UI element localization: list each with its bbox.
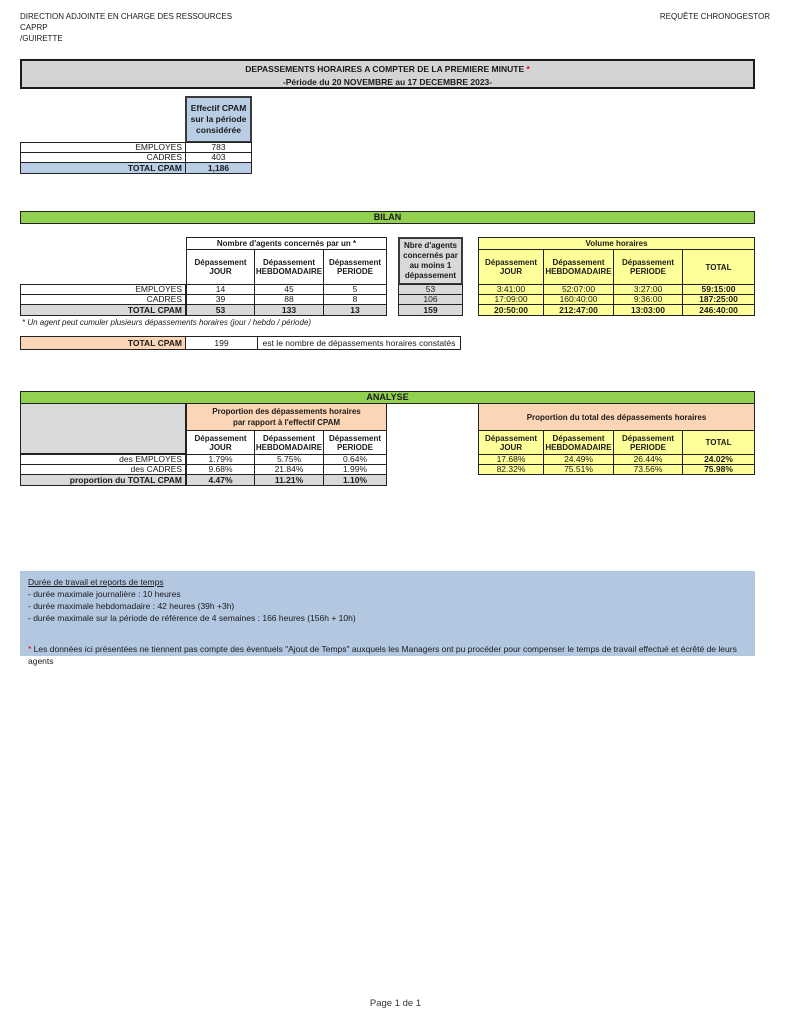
bilan-section-bar: BILAN [20, 211, 755, 224]
total-depassements-label: TOTAL CPAM [20, 336, 186, 350]
total-depassements-text: est le nombre de dépassements horaires constatés [257, 336, 461, 350]
analyse-left-cell: 21.84% [254, 464, 324, 475]
analyse-left-cell: 0.64% [323, 454, 387, 465]
analyse-left-header-line2: par rapport à l'effectif CPAM [232, 418, 341, 427]
effectif-header-cell: Effectif CPAM sur la période considérée [185, 96, 252, 143]
bilan-agents-cell: 5 [323, 284, 387, 295]
bilan-agents-total-cell: 133 [254, 304, 324, 316]
agents-col-jour: Dépassement JOUR [186, 249, 255, 285]
bilan-agents-cell: 45 [254, 284, 324, 295]
agents-col-hebdo: Dépassement HEBDOMADAIRE [254, 249, 324, 285]
warning-text: Les données ici présentées ne tiennent pas compte des éventuels "Ajout de Temps" auxquels les Managers ont pu procéder pour compenser le temps de travail effectué et écrêté de leurs agents [28, 644, 737, 666]
bilan-agents-cell: 88 [254, 294, 324, 305]
volume-col-hebdo: Dépassement HEBDOMADAIRE [543, 249, 614, 285]
analyse-left-header-line1: Proportion des dépassements horaires [212, 407, 361, 416]
analyse-left-header [186, 403, 387, 431]
analyse-right-header: Proportion du total des dépassements horaires [478, 403, 755, 431]
total-depassements-value: 199 [185, 336, 258, 350]
org-line-2: CAPRP [20, 23, 48, 32]
analyse-left-cell: 1.99% [323, 464, 387, 475]
analyse-left-corner-cell [20, 403, 186, 454]
bilan-volume-total-cell: 59:15:00 [682, 284, 755, 295]
bilan-nbre-cell: 106 [398, 294, 463, 305]
bilan-volume-total-row-cell: 13:03:00 [613, 304, 683, 316]
notes-box [20, 571, 755, 666]
notes-item: - durée maximale journalière : 10 heures [28, 589, 181, 599]
analyse-right-col-periode: Dépassement PERIODE [613, 430, 683, 455]
effectif-row-label: CADRES [20, 152, 186, 163]
effectif-row-value: 783 [185, 142, 252, 153]
volume-col-periode: Dépassement PERIODE [613, 249, 683, 285]
bilan-agents-cell: 8 [323, 294, 387, 305]
analyse-right-cell: 73.56% [613, 464, 683, 475]
warning-asterisk: * [28, 644, 32, 654]
bilan-volume-total-row-cell: 212:47:00 [543, 304, 614, 316]
volume-table-header: Volume horaires [478, 237, 755, 250]
analyse-left-row-label: des EMPLOYES [20, 454, 186, 465]
effectif-row-label: EMPLOYES [20, 142, 186, 153]
analyse-right-total-cell: 75.98% [682, 464, 755, 475]
analyse-left-col-jour: Dépassement JOUR [186, 430, 255, 455]
effectif-total-label: TOTAL CPAM [20, 162, 186, 174]
notes-item: - durée maximale sur la période de référence de 4 semaines : 166 heures (156h + 10h) [28, 613, 356, 623]
analyse-right-cell: 75.51% [543, 464, 614, 475]
bilan-nbre-total-cell: 159 [398, 304, 463, 316]
bilan-agents-cell: 14 [186, 284, 255, 295]
analyse-right-col-total: TOTAL [682, 430, 755, 455]
bilan-agents-total-cell: 13 [323, 304, 387, 316]
bilan-nbre-cell: 53 [398, 284, 463, 295]
bilan-volume-total-row-cell: 20:50:00 [478, 304, 544, 316]
analyse-left-cell: 9.68% [186, 464, 255, 475]
report-source-label: REQUÊTE CHRONOGESTOR [659, 12, 770, 21]
analyse-right-cell: 17.68% [478, 454, 544, 465]
bilan-volume-cell: 9:36:00 [613, 294, 683, 305]
title-asterisk: * [524, 64, 530, 74]
org-line-1: DIRECTION ADJOINTE EN CHARGE DES RESSOURCES [20, 12, 233, 21]
period-subtitle: -Période du 20 NOVEMBRE au 17 DECEMBRE 2023- [282, 77, 493, 87]
notes-title: Durée de travail et reports de temps [28, 577, 164, 587]
volume-col-jour: Dépassement JOUR [478, 249, 544, 285]
notes-warning [28, 643, 747, 667]
page-number: Page 1 de 1 [369, 998, 422, 1009]
analyse-right-col-hebdo: Dépassement HEBDOMADAIRE [543, 430, 614, 455]
bilan-row-label: CADRES [20, 294, 186, 305]
page-title [22, 63, 753, 76]
bilan-volume-cell: 52:07:00 [543, 284, 614, 295]
analyse-right-cell: 24.49% [543, 454, 614, 465]
analyse-left-total-cell: 11.21% [254, 474, 324, 486]
analyse-left-row-label: des CADRES [20, 464, 186, 475]
effectif-row-value: 403 [185, 152, 252, 163]
analyse-left-total-label: proportion du TOTAL CPAM [20, 474, 186, 486]
analyse-left-col-periode: Dépassement PERIODE [323, 430, 387, 455]
analyse-left-cell: 5.75% [254, 454, 324, 465]
title-box [20, 59, 755, 89]
analyse-left-total-cell: 4.47% [186, 474, 255, 486]
bilan-total-label: TOTAL CPAM [20, 304, 186, 316]
volume-col-total: TOTAL [682, 249, 755, 285]
org-line-3: /GUIRETTE [20, 34, 63, 43]
agents-table-header: Nombre d'agents concernés par un * [186, 237, 387, 250]
analyse-left-col-hebdo: Dépassement HEBDOMADAIRE [254, 430, 324, 455]
effectif-total-value: 1,186 [185, 162, 252, 174]
bilan-volume-total-cell: 187:25:00 [682, 294, 755, 305]
bilan-agents-total-cell: 53 [186, 304, 255, 316]
analyse-right-cell: 82.32% [478, 464, 544, 475]
bilan-volume-cell: 3:27:00 [613, 284, 683, 295]
bilan-volume-cell: 160:40:00 [543, 294, 614, 305]
nbre-agents-box: Nbre d'agents concernés par au moins 1 dépassement [398, 237, 463, 285]
notes-item: - durée maximale hebdomadaire : 42 heures (39h +3h) [28, 601, 235, 611]
bilan-volume-grand-total-cell: 246:40:00 [682, 304, 755, 316]
analyse-right-cell: 26.44% [613, 454, 683, 465]
bilan-volume-cell: 17:09:00 [478, 294, 544, 305]
agents-col-periode: Dépassement PERIODE [323, 249, 387, 285]
page-title-text: DEPASSEMENTS HORAIRES A COMPTER DE LA PREMIERE MINUTE [245, 64, 525, 74]
analyse-right-col-jour: Dépassement JOUR [478, 430, 544, 455]
bilan-agents-cell: 39 [186, 294, 255, 305]
bilan-volume-cell: 3:41:00 [478, 284, 544, 295]
analyse-left-cell: 1.79% [186, 454, 255, 465]
analyse-right-total-cell: 24.02% [682, 454, 755, 465]
bilan-footnote: * Un agent peut cumuler plusieurs dépassements horaires (jour / hebdo / période) [22, 318, 312, 327]
bilan-row-label: EMPLOYES [20, 284, 186, 295]
analyse-section-bar: ANALYSE [20, 391, 755, 404]
analyse-left-total-cell: 1.10% [323, 474, 387, 486]
